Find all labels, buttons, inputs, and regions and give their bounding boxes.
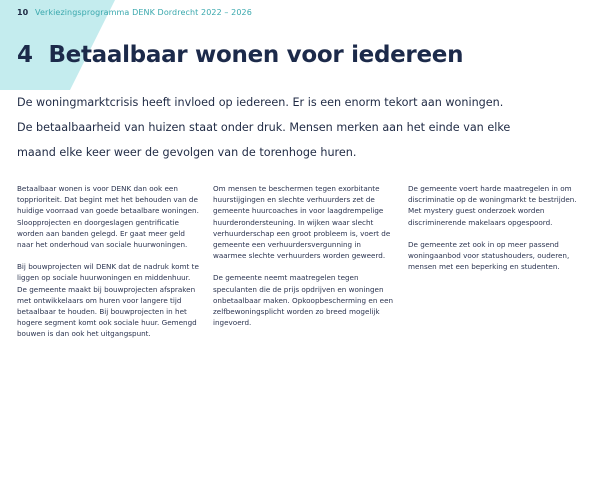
body-paragraph: Betaalbaar wonen is voor DENK dan ook een topprioriteit. Dat begint met het behouden van de huidige voorraad van goede betaalbare woningen. Sloopprojecten en doorgeslagen gentrificatie worden aan banden gelegd. Er gaat meer geld naar het onderhoud van sociale huurwoningen. bbox=[17, 184, 199, 250]
chapter-number: 4 bbox=[17, 42, 33, 68]
body-paragraph: De gemeente voert harde maatregelen in om discriminatie op de woningmarkt te bestrijden. Met mystery guest onderzoek worden discriminerende makelaars opgespoord. bbox=[408, 184, 577, 227]
body-paragraph: De gemeente neemt maatregelen tegen speculanten die de prijs opdrijven en woningen onbetaalbaar maken. Opkoopbescherming en een zelfbewoningsplicht worden zo breed mogelijk ingevoerd. bbox=[213, 273, 394, 328]
body-paragraph: Om mensen te beschermen tegen exorbitante huurstijgingen en slechte verhuurders zet de gemeente huurcoaches in voor laagdrempelige huurderondersteuning. In wijken waar slecht verhuurderschap een groot probleem is, voert de gemeente een verhuurdersvergunning in waarmee slechte verhuurders worden geweerd. bbox=[213, 184, 391, 261]
running-title: Verkiezingsprogramma DENK Dordrecht 2022 – 2026 bbox=[35, 8, 252, 17]
text-column-3 bbox=[408, 183, 590, 283]
intro-line: De woningmarktcrisis heeft invloed op iedereen. Er is een enorm tekort aan woningen. bbox=[17, 96, 504, 109]
intro-line: maand elke keer weer de gevolgen van de torenhoge huren. bbox=[17, 146, 357, 159]
page-number: 10 bbox=[17, 8, 29, 17]
body-paragraph: Bij bouwprojecten wil DENK dat de nadruk komt te liggen op sociale huurwoningen en middenhuur. De gemeente maakt bij bouwprojecten afspraken met ontwikkelaars om huren voor langere tijd betaalbaar te houden. Bij bouwprojecten in het hogere segment komt ook sociale huur. Gemengd bouwen is dan ook het uitgangspunt. bbox=[17, 262, 199, 339]
body-paragraph: De gemeente zet ook in op meer passend woningaanbod voor statushouders, ouderen, mensen met een beperking en studenten. bbox=[408, 239, 570, 272]
text-column-1 bbox=[17, 183, 199, 351]
chapter-title-text: Betaalbaar wonen voor iedereen bbox=[48, 42, 464, 68]
running-header bbox=[17, 8, 252, 17]
intro-line: De betaalbaarheid van huizen staat onder druk. Mensen merken aan het einde van elke bbox=[17, 121, 511, 134]
intro-paragraph bbox=[17, 90, 587, 165]
text-column-2 bbox=[213, 183, 395, 339]
chapter-title bbox=[17, 42, 463, 68]
